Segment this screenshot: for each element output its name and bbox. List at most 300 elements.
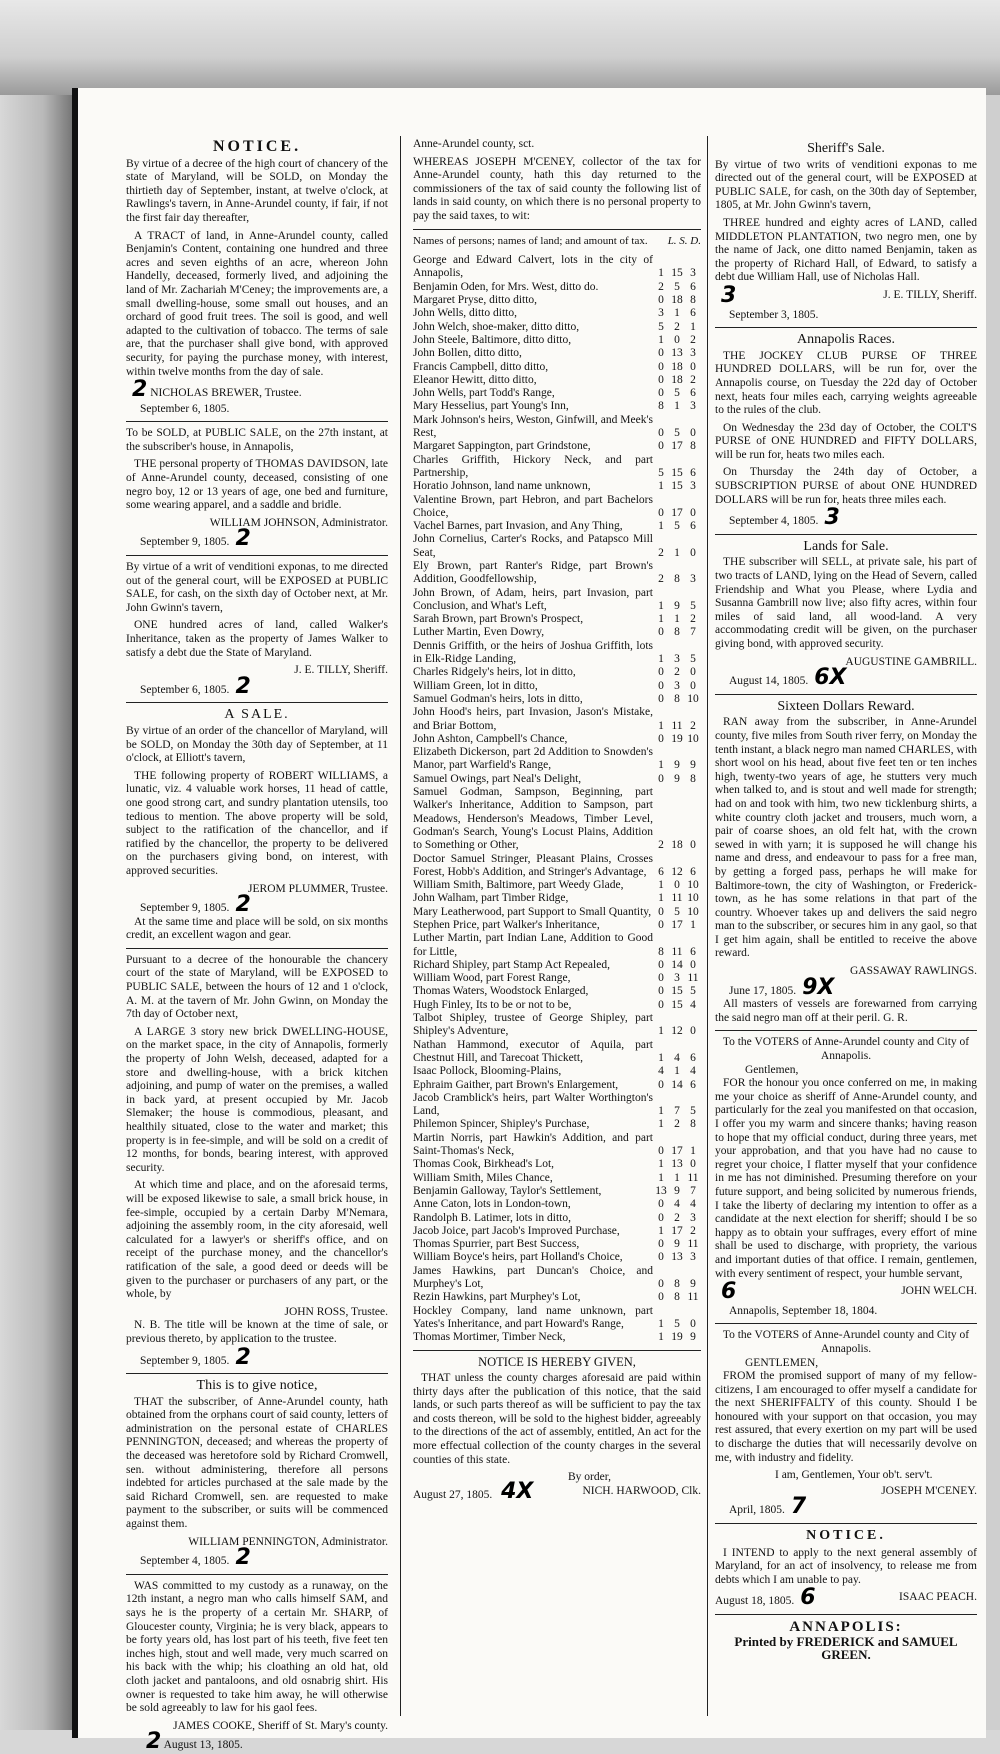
voters-closing: I am, Gentlemen, Your ob't. serv't.	[775, 1469, 933, 1482]
tax-table-row	[413, 1305, 701, 1332]
tax-pounds: 0	[658, 427, 664, 440]
tax-entry-name: Samuel Owings, part Neal's Delight,	[413, 772, 582, 785]
tax-table-row	[413, 1132, 701, 1159]
tax-pence: 3	[690, 400, 696, 413]
tax-pence: 2	[690, 613, 696, 626]
notice-signature-row	[715, 1279, 977, 1305]
notice-date-row	[140, 892, 388, 918]
notice-date: September 6, 1805.	[140, 402, 230, 415]
tax-pence: 3	[690, 347, 696, 360]
tax-shillings: 18	[671, 839, 683, 852]
tax-shillings: 2	[674, 320, 680, 333]
notice-signer: JAMES COOKE, Sheriff of St. Mary's county.	[173, 1719, 388, 1732]
divider	[126, 421, 388, 422]
tax-pence: 2	[690, 719, 696, 732]
notice-signer: J. E. TILLY, Sheriff.	[883, 288, 977, 301]
tax-pounds: 4	[658, 1065, 664, 1078]
tax-pence: 5	[690, 1105, 696, 1118]
handwritten-mark: 4X	[501, 1478, 534, 1504]
tax-pence: 1	[690, 1145, 696, 1158]
notice-signer: JOHN WELCH.	[901, 1285, 977, 1298]
scan-right-margin	[986, 95, 1000, 1754]
notice-title: Sixteen Dollars Reward.	[777, 698, 915, 714]
tax-pence: 10	[687, 692, 699, 705]
notice-date: September 3, 1805.	[729, 308, 819, 321]
tax-entry-name: Dennis Griffith, or the heirs of Joshua Griffith, lots in Elk-Ridge Landing,	[413, 639, 653, 666]
tax-pence: 8	[690, 1118, 696, 1131]
tax-pounds: 2	[658, 839, 664, 852]
tax-entry-name: Thomas Mortimer, Timber Neck,	[413, 1331, 566, 1344]
tax-table-row	[413, 1092, 701, 1119]
handwritten-mark: 6	[721, 1279, 737, 1305]
notice-body: THE personal property of THOMAS DAVIDSON, late of Anne-Arundel county, deceased, consisting of one negro boy, 12 or 13 years of age, one bed and furniture, some wearing apparel, and a saddle and bridle.	[126, 458, 388, 512]
tax-pounds: 0	[658, 905, 664, 918]
notice-date: Annapolis, September 18, 1804.	[729, 1304, 878, 1317]
tax-entry-name: Doctor Samuel Stringer, Pleasant Plains, Crosses Forest, Hobb's Addition, and Stringer's Advantage,	[413, 852, 653, 878]
tax-pence: 6	[690, 1078, 696, 1091]
tax-shillings: 12	[671, 865, 683, 878]
tax-pounds: 8	[658, 945, 664, 958]
tax-table-row	[413, 959, 701, 972]
tax-entry-name: Richard Shipley, part Stamp Act Repealed,	[413, 958, 610, 971]
tax-shillings: 17	[671, 506, 683, 519]
tax-table-row	[413, 640, 701, 667]
tax-entry-name: William Green, lot in ditto,	[413, 679, 538, 692]
tax-pence: 5	[690, 985, 696, 998]
tax-shillings: 19	[671, 732, 683, 745]
handwritten-mark: 3	[824, 505, 840, 531]
notice-date: September 9, 1805.	[140, 902, 230, 915]
tax-pounds: 1	[658, 1317, 664, 1330]
tax-shillings: 5	[674, 280, 680, 293]
tax-pence: 6	[690, 520, 696, 533]
handwritten-mark: 2	[235, 526, 251, 552]
notice-signer: JOSEPH M'CENEY.	[881, 1484, 977, 1497]
tax-table-row	[413, 334, 701, 347]
tax-entry-name: Martin Norris, part Hawkin's Addition, and part Saint-Thomas's Neck,	[413, 1131, 653, 1158]
tax-pence: 6	[690, 307, 696, 320]
notice-signer: AUGUSTINE GAMBRILL.	[845, 655, 977, 668]
tax-pounds: 0	[658, 692, 664, 705]
tax-entry-name: Luther Martin, part Indian Lane, Addition to Good for Little,	[413, 932, 653, 958]
tax-entry-name: Nathan Hammond, executor of Aquila, part Chestnut Hill, and Tarecoat Thickett,	[413, 1038, 653, 1064]
tax-pence: 7	[690, 626, 696, 639]
tax-entry-name: John Wells, part Todd's Range,	[413, 387, 555, 400]
tax-table-row	[413, 746, 701, 773]
tax-table-row	[413, 999, 701, 1012]
notice-signer: JEROM PLUMMER, Trustee.	[248, 882, 388, 895]
tax-shillings: 9	[674, 1238, 680, 1251]
tax-shillings: 18	[671, 294, 683, 307]
tax-table-row	[413, 706, 701, 733]
tax-pence: 6	[690, 387, 696, 400]
tax-pounds: 1	[658, 653, 664, 666]
tax-entry-name: William Wood, part Forest Range,	[413, 972, 571, 985]
tax-pence: 3	[690, 267, 696, 280]
tax-pence: 3	[690, 1251, 696, 1264]
tax-shillings: 14	[671, 1078, 683, 1091]
notice-signer: GASSAWAY RAWLINGS.	[849, 965, 977, 978]
handwritten-mark: 7	[790, 1494, 807, 1520]
tax-pence: 4	[690, 1198, 696, 1211]
notice-body: A LARGE 3 story new brick DWELLING-HOUSE, on the market space, in the city of Annapolis, formerly the property of John Welsh, deceased, adapted for a store and dwelling-house, with a brick kitchen adjoining, and pump of water on the premises, a walled in back yard, at present occupied by Mr. Jacob Slemaker; the house is commodious, pleasant, and healthily situated, close to the water and market; this property is in fee-simple, and will be sold on a credit of 12 months, for bonds, bearing interest, with approved security.	[126, 1025, 388, 1174]
tax-table-row	[413, 400, 701, 413]
divider	[126, 1373, 388, 1374]
tax-entry-name: John Cornelius, Carter's Rocks, and Patapsco Mill Seat,	[413, 533, 653, 559]
tax-entry-name: Sarah Brown, part Brown's Prospect,	[413, 613, 584, 626]
tax-table-row	[413, 773, 701, 786]
notice-signer: JOHN ROSS, Trustee.	[284, 1305, 388, 1318]
tax-pence: 0	[690, 360, 696, 373]
notice-intro: By virtue of a decree of the high court of chancery of the state of Maryland, will be SOLD, on Monday the thirtieth day of September, instant, at twelve o'clock, at Rawlings's tavern, in Anne-Arundel county, if fair, if not the first fair day thereafter,	[126, 157, 388, 224]
tax-shillings: 0	[674, 333, 680, 346]
tax-pence: 1	[690, 919, 696, 931]
tax-entry-name: Francis Campbell, ditto ditto,	[413, 360, 549, 373]
tax-shillings: 9	[674, 599, 680, 612]
tax-shillings: 19	[671, 1331, 683, 1344]
races-paragraph: On Wednesday the 23d day of October, the COLT'S PURSE of ONE HUNDRED and FIFTY DOLLARS, will be run for, heats two miles each.	[715, 421, 977, 461]
tax-table-row	[413, 626, 701, 639]
tax-shillings: 9	[674, 1184, 680, 1197]
tax-table-row	[413, 1238, 701, 1251]
tax-shillings: 18	[671, 360, 683, 373]
tax-shillings: 13	[671, 1251, 683, 1264]
notice-date: September 4, 1805.	[140, 1555, 230, 1568]
tax-table-row	[413, 733, 701, 746]
imprint-printer: Printed by FREDERICK and SAMUEL GREEN.	[734, 1633, 958, 1663]
voters-heading: To the VOTERS of Anne-Arundel county and City of Annapolis.	[722, 1036, 970, 1063]
tax-shillings: 15	[671, 998, 683, 1011]
tax-table-row	[413, 1158, 701, 1171]
handwritten-mark: 6X	[814, 665, 847, 691]
divider	[413, 1350, 701, 1351]
tax-pounds: 0	[658, 985, 664, 998]
tax-entry-name: Philemon Spincer, Shipley's Purchase,	[413, 1118, 590, 1131]
notice-date: September 6, 1805.	[140, 683, 230, 696]
tax-entry-name: William Smith, Baltimore, part Weedy Glade,	[413, 879, 624, 892]
divider	[715, 694, 977, 695]
tax-shillings: 2	[674, 1211, 680, 1224]
tax-entry-name: Ephraim Gaither, part Brown's Enlargement,	[413, 1078, 619, 1091]
tax-shillings: 11	[671, 945, 683, 958]
tax-shillings: 13	[671, 347, 683, 360]
tax-shillings: 4	[674, 1198, 680, 1211]
tax-pounds: 1	[658, 599, 664, 612]
tax-entry-name: Thomas Cook, Birkhead's Lot,	[413, 1158, 555, 1171]
notice-date: September 9, 1805.	[140, 536, 230, 549]
tax-shillings: 15	[671, 267, 683, 280]
tax-table-row	[413, 560, 701, 587]
tax-pounds: 1	[658, 1171, 664, 1184]
tax-pence: 4	[690, 998, 696, 1011]
tax-pence: 0	[690, 1025, 696, 1038]
tax-table-row	[413, 1039, 701, 1066]
divider	[715, 1523, 977, 1524]
tax-entry-name: John Welch, shoe-maker, ditto ditto,	[413, 320, 580, 333]
tax-shillings: 3	[674, 972, 680, 985]
tax-pounds: 1	[658, 892, 664, 905]
tax-shillings: 4	[674, 1051, 680, 1064]
tax-table-row	[413, 321, 701, 334]
tax-entry-name: Randolph B. Latimer, lots in ditto,	[413, 1211, 571, 1224]
tax-entry-name: John Steele, Baltimore, ditto ditto,	[413, 333, 572, 346]
tax-table-row	[413, 693, 701, 706]
tax-entry-name: William Boyce's heirs, part Holland's Choice,	[413, 1251, 623, 1264]
tax-entry-name: Hugh Finley, Its to be or not to be,	[413, 998, 572, 1011]
tax-entry-name: Mark Johnson's heirs, Weston, Ginfwill, and Meek's Rest,	[413, 413, 653, 440]
tax-table-row	[413, 1212, 701, 1225]
notice-nb: N. B. The title will be known at the time of sale, or previous thereto, by application to the trustee.	[126, 1319, 388, 1345]
tax-table-row	[413, 374, 701, 387]
tax-table-row	[413, 985, 701, 998]
tax-pence: 0	[690, 1317, 696, 1330]
tax-shillings: 11	[671, 892, 683, 905]
notice-signature-row	[715, 1585, 977, 1611]
tax-shillings: 2	[674, 1118, 680, 1131]
tax-table-row	[413, 1198, 701, 1211]
notice-date-row	[140, 1344, 388, 1370]
tax-pounds: 1	[658, 333, 664, 346]
notice-body: THAT the subscriber, of Anne-Arundel county, hath obtained from the orphans court of said county, letters of administration on the personal estate of CHARLES PENNINGTON, deceased; and whereas the property of the deceased was heretofore sold by Richard Cromwell, sen. without administering, therefore all persons indebted for articles purchased at the sale made by the said Richard Cromwell, sen. are requested to make payment to the subscriber, or suits will be commenced against them.	[126, 1395, 388, 1531]
tax-table-row	[413, 1012, 701, 1039]
tax-entry-name: Mary Leatherwood, part Support to Small Quantity,	[413, 905, 652, 918]
tax-entry-name: Samuel Godman, Sampson, Beginning, part Walker's Inheritance, Addition to Sampson, part Meadows, Henderson's Meadows, Timber Level, Godman's Search, Young's Locust Plains, Addition to Something or Other,	[413, 786, 653, 852]
notice-date-row	[729, 665, 977, 691]
divider	[715, 327, 977, 328]
notice-date-row	[140, 1545, 388, 1571]
tax-table-row	[413, 254, 701, 281]
tax-pence: 6	[690, 945, 696, 958]
tax-shillings: 18	[671, 373, 683, 386]
tax-table-row	[413, 892, 701, 905]
tax-entry-name: Anne Caton, lots in London-town,	[413, 1198, 571, 1211]
tax-entry-name: Luther Martin, Even Dowry,	[413, 626, 545, 639]
tax-pence: 10	[687, 879, 699, 892]
handwritten-mark: 2	[146, 1729, 162, 1754]
tax-pence: 11	[687, 1238, 699, 1251]
tax-table-row	[413, 1291, 701, 1304]
tax-table-row	[413, 786, 701, 852]
notice-signature-row	[413, 1478, 701, 1504]
tax-entry-name: John Walham, part Timber Ridge,	[413, 892, 569, 905]
tax-pounds: 0	[658, 732, 664, 745]
tax-pence: 9	[690, 759, 696, 772]
tax-table-row	[413, 361, 701, 374]
tax-notice-heading: Anne-Arundel county, sct.	[413, 138, 535, 150]
tax-table-row	[413, 666, 701, 679]
tax-pounds: 0	[658, 360, 664, 373]
tax-table-row	[413, 919, 701, 932]
divider	[126, 702, 388, 703]
tax-entry-name: John Brown, of Adam, heirs, part Invasion, part Conclusion, and What's Left,	[413, 586, 653, 612]
tax-pounds: 0	[658, 1238, 664, 1251]
notice-body: RAN away from the subscriber, in Anne-Arundel county, five miles from South river ferry, on Monday the tenth instant, a black negro man named CHARLES, with short wool on his head, about five feet ten or ten inches high, twenty-two years of age, he stutters very much when talked to, and is stout and well made for strength; had on and took with him, two new ticklenburg shirts, a white country cloth jacket and trousers, much worn, a pair of coarse shoes, an old felt hat, with the crown sewed in with yarn; it is supposed he will change his name and dress, and endeavour to pass for a free man, by getting a forged pass, perhaps he will make for Baltimore-town, the city of Washington, or Frederick-town, as he has some relations in that part of the country. Whoever takes up and delivers the said negro man to the subscriber, or secures him in any gaol, so that I get him again, shall be entitled to receive the above reward.	[715, 716, 977, 960]
tax-table-row	[413, 1225, 701, 1238]
tax-shillings: 3	[674, 653, 680, 666]
tax-pounds: 13	[655, 1184, 667, 1197]
tax-pence: 1	[690, 320, 696, 333]
tax-shillings: 17	[671, 1145, 683, 1158]
tax-entry-name: John Wells, ditto ditto,	[413, 307, 517, 320]
notice-date: August 14, 1805.	[729, 675, 809, 688]
divider	[126, 555, 388, 556]
notice-signature-row	[715, 282, 977, 308]
tax-entry-name: Vachel Barnes, part Invasion, and Any Thing,	[413, 520, 623, 533]
tax-pounds: 0	[658, 387, 664, 400]
tax-shillings: 9	[674, 759, 680, 772]
tax-pounds: 0	[658, 666, 664, 679]
tax-pounds: 0	[658, 626, 664, 639]
tax-pounds: 0	[658, 347, 664, 360]
notice-title: Lands for Sale.	[803, 538, 889, 554]
tax-pounds: 1	[658, 759, 664, 772]
notice-body: THE subscriber will SELL, at private sale, his part of two tracts of LAND, lying on the Head of Severn, called Friendship and What you Please, where Lydia and Susanna Gambrill now live; also fifty acres, within four miles of said land, all wood-land. A very accommodating credit will be given, on the purchaser giving bond, with approved security.	[715, 556, 977, 650]
tax-entry-name: Horatio Johnson, land name unknown,	[413, 480, 591, 493]
tax-table-heading	[413, 235, 701, 249]
notice-body: WAS committed to my custody as a runaway, on the 12th instant, a negro man who calls himself SAM, and says he is the property of a certain Mr. SHARP, of Gloucester county, Virginia; he is very black, appears to be forty years old, has lost part of his teeth, five feet ten inches high, stout and well made, very much scarred on his back with the whip; his cloathing an old hat, old cloth jacket and pantaloons, and old osnabrig shirt. His owner is requested to take him away, he will otherwise be sold agreeably to law for his gaol fees.	[126, 1579, 388, 1715]
tax-pounds: 1	[658, 1118, 664, 1131]
tax-shillings: 8	[674, 1291, 680, 1304]
tax-pounds: 0	[658, 506, 664, 519]
tax-pounds: 0	[658, 1145, 664, 1158]
tax-table-row	[413, 1065, 701, 1078]
tax-table-lsd: L. S. D.	[667, 234, 701, 247]
tax-entry-name: Valentine Brown, part Hebron, and part Bachelors Choice,	[413, 493, 653, 519]
races-paragraph: THE JOCKEY CLUB PURSE OF THREE HUNDRED DOLLARS, will be run for, over the Annapolis course, on Tuesday the 22d day of October next, heats four miles each, carrying weights agreeable to the rules of the club.	[715, 349, 977, 417]
tax-pounds: 1	[658, 613, 664, 626]
tax-table-row	[413, 307, 701, 320]
column-right	[715, 138, 977, 1662]
tax-table-row	[413, 879, 701, 892]
voters-salutation: Gentlemen,	[745, 1063, 799, 1076]
tax-table-row	[413, 494, 701, 521]
tax-entry-name: James Hawkins, part Duncan's Choice, and Murphey's Lot,	[413, 1264, 653, 1291]
tax-entry-name: Hockley Company, land name unknown, part Yates's Inheritance, and part Howard's Range,	[413, 1304, 653, 1330]
tax-entry-name: Ely Brown, part Ranter's Ridge, part Brown's Addition, Goodfellowship,	[413, 559, 653, 586]
notice-title: NOTICE.	[806, 1528, 886, 1544]
tax-pounds: 2	[658, 280, 664, 293]
tax-shillings: 5	[674, 427, 680, 440]
tax-entry-name: Stephen Price, part Walker's Inheritance,	[413, 919, 600, 931]
notice-date: April, 1805.	[729, 1504, 785, 1517]
voters-body: FROM the promised support of many of my fellow-citizens, I am encouraged to offer myself a candidate for the next SHERIFFALTY of this county. Should I be honoured with your support on that occasion, you may rest assured, that every exertion on my part will be used to discharge the duties that will necessarily devolve on me, with industry and fidelity.	[715, 1370, 977, 1464]
tax-entry-name: Eleanor Hewitt, ditto ditto,	[413, 373, 537, 386]
tax-pence: 6	[690, 1051, 696, 1064]
tax-pounds: 0	[658, 440, 664, 453]
tax-shillings: 11	[671, 719, 683, 732]
imprint-place: ANNAPOLIS:	[789, 1619, 903, 1635]
tax-pence: 0	[690, 546, 696, 559]
tax-table-row	[413, 1331, 701, 1344]
tax-table-row	[413, 1185, 701, 1198]
tax-pounds: 5	[658, 320, 664, 333]
tax-shillings: 5	[674, 1317, 680, 1330]
tax-pounds: 0	[658, 294, 664, 307]
tax-entry-name: George and Edward Calvert, lots in the city of Annapolis,	[413, 254, 653, 280]
notice-body-continued: At which time and place, and on the aforesaid terms, will be exposed likewise to sale, a small brick house, in fee-simple, occupied by a certain Darby M'Nemara, adjoining the assembly room, in the city aforesaid, well calculated for a lawyer's or sheriff's office, and on receipt of the purchase money, and the chancellor's ratification of the sale, a good deed or deeds will be given to the purchaser or purchasers of any part, or the whole, by	[126, 1179, 388, 1301]
tax-table-row	[413, 440, 701, 453]
tax-table-row	[413, 1118, 701, 1131]
tax-pounds: 0	[658, 919, 664, 931]
notice-title: A SALE.	[224, 707, 290, 723]
tax-table-row	[413, 680, 701, 693]
handwritten-mark: 2	[235, 892, 251, 918]
tax-shillings: 13	[671, 1158, 683, 1171]
tax-table-row	[413, 1251, 701, 1264]
tax-pounds: 6	[658, 865, 664, 878]
tax-table	[413, 254, 701, 1344]
tax-entry-name: Benjamin Galloway, Taylor's Settlement,	[413, 1184, 602, 1197]
tax-shillings: 1	[674, 307, 680, 320]
notice-order: By order,	[568, 1471, 611, 1484]
tax-table-row	[413, 1265, 701, 1292]
notice-date-row	[729, 1494, 977, 1520]
notice-signer: NICH. HARWOOD, Clk.	[582, 1484, 701, 1497]
tax-pence: 0	[690, 427, 696, 440]
tax-pence: 10	[687, 892, 699, 905]
tax-entry-name: John Ashton, Campbell's Chance,	[413, 732, 568, 745]
notice-initials: G. R.	[883, 1011, 908, 1024]
tax-pence: 2	[690, 1224, 696, 1237]
tax-entry-name: Rezin Hawkins, part Murphey's Lot,	[413, 1291, 581, 1304]
tax-entry-name: Talbot Shipley, trustee of George Shipley, part Shipley's Adventure,	[413, 1012, 653, 1038]
notice-signer: WILLIAM PENNINGTON, Administrator.	[188, 1535, 388, 1548]
notice-signer: ISAAC PEACH.	[899, 1591, 977, 1604]
tax-pounds: 1	[658, 1331, 664, 1344]
tax-pence: 2	[690, 333, 696, 346]
tax-entry-name: Samuel Godman's heirs, lots in ditto,	[413, 692, 583, 705]
tax-shillings: 14	[671, 958, 683, 971]
tax-pounds: 0	[658, 1251, 664, 1264]
notice-date: August 13, 1805.	[163, 1739, 243, 1752]
notice-signature-row	[126, 377, 388, 403]
tax-pence: 8	[690, 440, 696, 453]
tax-entry-name: Charles Griffith, Hickory Neck, and part Partnership,	[413, 453, 653, 479]
tax-pence: 0	[690, 679, 696, 692]
tax-pence: 6	[690, 865, 696, 878]
tax-shillings: 5	[674, 387, 680, 400]
column-middle	[413, 138, 701, 1502]
tax-shillings: 17	[671, 919, 683, 931]
tax-entry-name: Benjamin Oden, for Mrs. West, ditto do.	[413, 280, 599, 293]
scan-top-margin	[0, 0, 1000, 95]
notice-signer: WILLIAM JOHNSON, Administrator.	[209, 516, 388, 529]
notice-intro: By virtue of a writ of venditioni exponas, to me directed out of the general court, will be EXPOSED at PUBLIC SALE, for cash, on the sixth day of October next, at Mr. John Gwinn's tavern,	[126, 561, 388, 614]
tax-shillings: 0	[674, 879, 680, 892]
column-left	[126, 138, 388, 1753]
tax-shillings: 8	[674, 626, 680, 639]
tax-pounds: 0	[658, 373, 664, 386]
tax-pence: 3	[690, 1211, 696, 1224]
tax-entry-name: Thomas Spurrier, part Best Success,	[413, 1238, 580, 1251]
tax-entry-name: Charles Ridgely's heirs, lot in ditto,	[413, 666, 576, 679]
tax-entry-name: Jacob Cramblick's heirs, part Walter Worthington's Land,	[413, 1091, 653, 1118]
notice-date: June 17, 1805.	[729, 984, 797, 997]
tax-table-row	[413, 853, 701, 880]
voters-heading: To the VOTERS of Anne-Arundel county and City of Annapolis.	[722, 1329, 970, 1355]
tax-pounds: 0	[658, 998, 664, 1011]
tax-pounds: 3	[658, 307, 664, 320]
tax-pence: 10	[687, 905, 699, 918]
tax-shillings: 17	[671, 1224, 683, 1237]
tax-shillings: 8	[674, 1278, 680, 1291]
tax-pounds: 1	[658, 719, 664, 732]
tax-pounds: 0	[658, 772, 664, 785]
notice-date: September 9, 1805.	[140, 1354, 230, 1367]
handwritten-mark: 3	[721, 282, 737, 308]
tax-pounds: 1	[658, 879, 664, 892]
tax-pence: 9	[690, 1331, 696, 1344]
